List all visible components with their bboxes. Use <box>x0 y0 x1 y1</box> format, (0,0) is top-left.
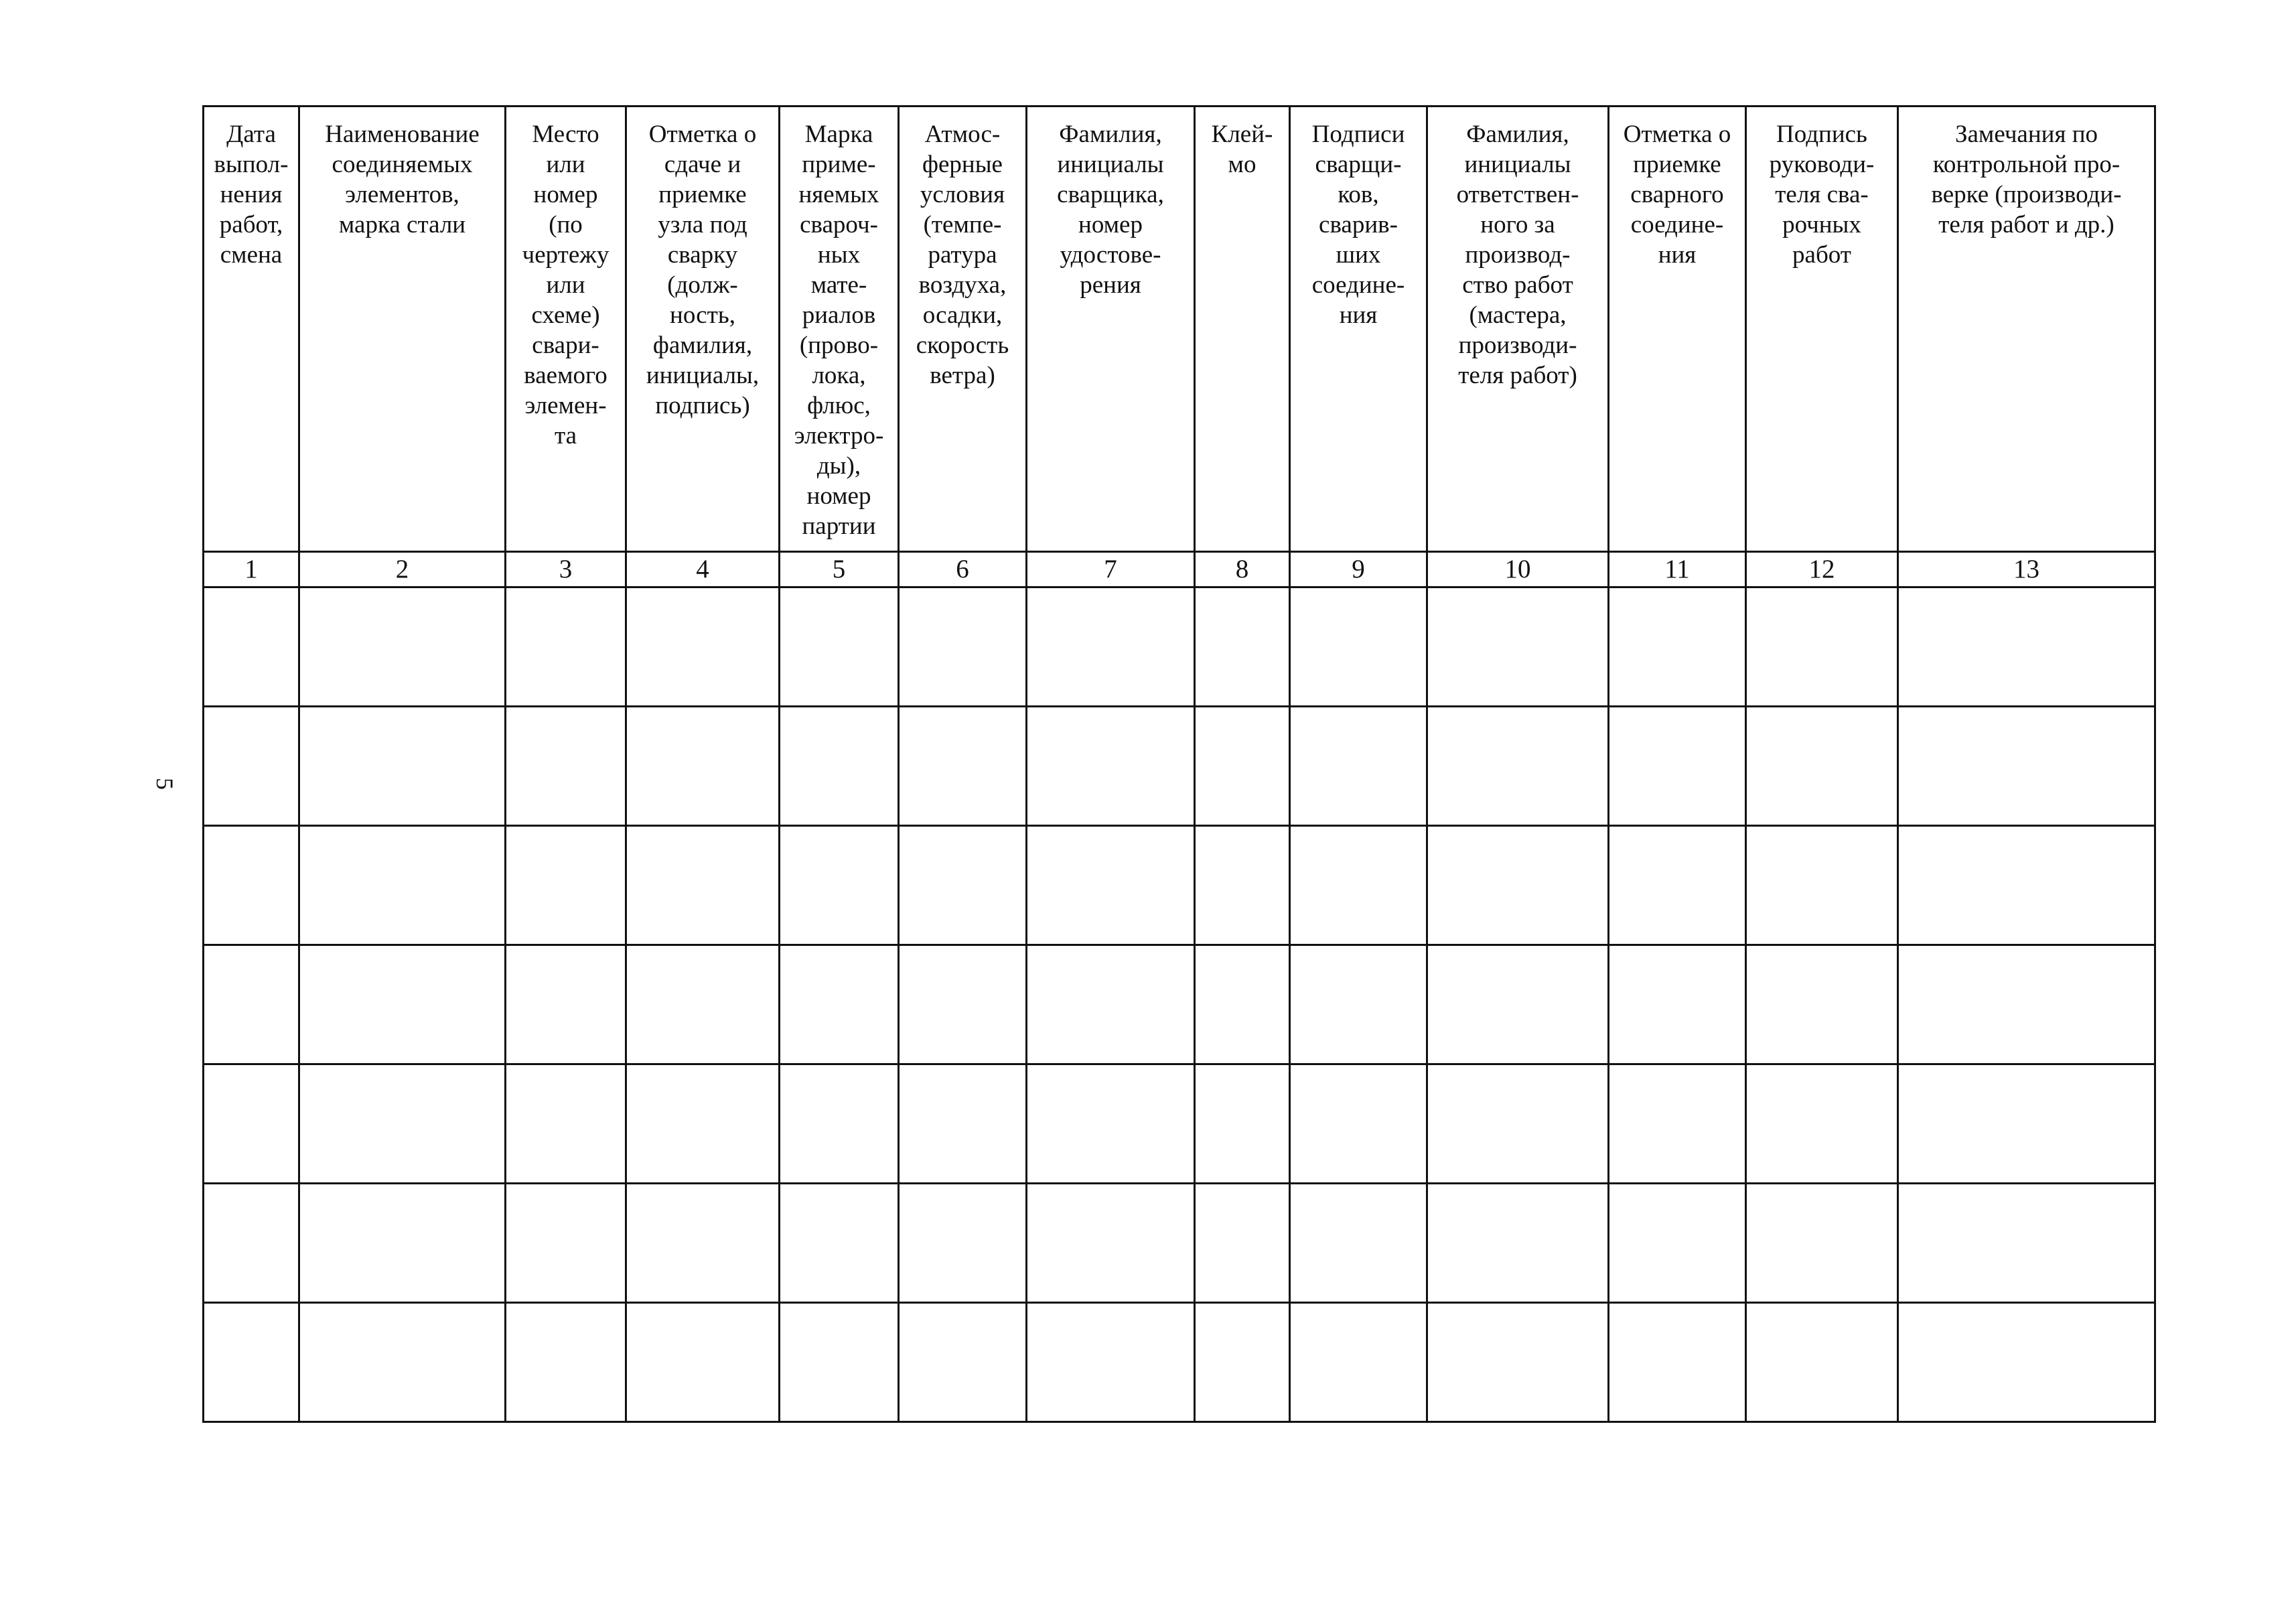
empty-cell <box>899 945 1027 1064</box>
column-number-cell: 8 <box>1195 552 1290 587</box>
empty-cell <box>780 945 899 1064</box>
empty-cell <box>626 945 780 1064</box>
empty-cell <box>204 945 299 1064</box>
empty-cell <box>1195 826 1290 945</box>
column-number-cell: 5 <box>780 552 899 587</box>
empty-cell <box>204 826 299 945</box>
empty-cell <box>1290 826 1427 945</box>
header-cell: Отметка о сдаче и приемке узла под сварку (долж- ность, фамилия, инициалы, подпись) <box>626 107 780 552</box>
header-cell: Клей- мо <box>1195 107 1290 552</box>
empty-cell <box>899 1303 1027 1422</box>
empty-cell <box>1609 1184 1746 1303</box>
table-row <box>204 587 2155 707</box>
empty-cell <box>1195 1064 1290 1184</box>
column-number-cell: 12 <box>1746 552 1898 587</box>
header-cell: Фамилия, инициалы сварщика, номер удостове- рения <box>1027 107 1195 552</box>
column-number-cell: 1 <box>204 552 299 587</box>
column-number-cell: 10 <box>1427 552 1609 587</box>
empty-cell <box>626 587 780 707</box>
empty-cell <box>626 707 780 826</box>
empty-cell <box>204 1303 299 1422</box>
empty-cell <box>626 1303 780 1422</box>
empty-cell <box>1427 1064 1609 1184</box>
empty-cell <box>1898 707 2155 826</box>
empty-cell <box>780 1184 899 1303</box>
empty-cell <box>1746 1184 1898 1303</box>
table-row <box>204 707 2155 826</box>
empty-cell <box>1609 945 1746 1064</box>
empty-cell <box>1027 826 1195 945</box>
empty-cell <box>1609 587 1746 707</box>
header-cell: Фамилия, инициалы ответствен- ного за производ- ство работ (мастера, производи- теля работ) <box>1427 107 1609 552</box>
empty-cell <box>1898 587 2155 707</box>
empty-cell <box>1609 826 1746 945</box>
empty-cell <box>506 826 626 945</box>
empty-cell <box>299 945 506 1064</box>
empty-cell <box>299 826 506 945</box>
empty-cell <box>1427 707 1609 826</box>
empty-cell <box>204 1184 299 1303</box>
empty-cell <box>299 1184 506 1303</box>
empty-cell <box>506 587 626 707</box>
empty-cell <box>1195 707 1290 826</box>
empty-cell <box>899 707 1027 826</box>
header-row <box>204 107 2155 552</box>
empty-cell <box>1746 1064 1898 1184</box>
table-row <box>204 826 2155 945</box>
empty-cell <box>506 1064 626 1184</box>
empty-cell <box>1290 945 1427 1064</box>
column-number-cell: 13 <box>1898 552 2155 587</box>
empty-cell <box>780 1303 899 1422</box>
empty-cell <box>1027 1064 1195 1184</box>
column-number-cell: 6 <box>899 552 1027 587</box>
empty-cell <box>1898 1303 2155 1422</box>
empty-cell <box>299 707 506 826</box>
empty-cell <box>1746 587 1898 707</box>
empty-cell <box>899 1184 1027 1303</box>
empty-cell <box>899 587 1027 707</box>
empty-cell <box>1195 945 1290 1064</box>
empty-cell <box>506 1303 626 1422</box>
empty-cell <box>1427 945 1609 1064</box>
empty-cell <box>506 1184 626 1303</box>
table-row <box>204 1303 2155 1422</box>
empty-cell <box>899 1064 1027 1184</box>
empty-cell <box>1898 1064 2155 1184</box>
empty-cell <box>626 826 780 945</box>
empty-cell <box>506 707 626 826</box>
empty-cell <box>1290 1303 1427 1422</box>
table-row <box>204 1064 2155 1184</box>
empty-cell <box>1195 1303 1290 1422</box>
empty-cell <box>1609 707 1746 826</box>
column-number-cell: 9 <box>1290 552 1427 587</box>
empty-cell <box>1746 826 1898 945</box>
header-cell: Дата выпол- нения работ, смена <box>204 107 299 552</box>
empty-cell <box>204 707 299 826</box>
empty-cell <box>780 1064 899 1184</box>
empty-cell <box>626 1184 780 1303</box>
header-cell: Наименование соединяемых элементов, марка стали <box>299 107 506 552</box>
empty-cell <box>1290 587 1427 707</box>
table-row <box>204 1184 2155 1303</box>
empty-cell <box>780 707 899 826</box>
table-row <box>204 945 2155 1064</box>
column-number-cell: 2 <box>299 552 506 587</box>
empty-cell <box>1746 945 1898 1064</box>
empty-cell <box>1427 1303 1609 1422</box>
column-number-cell: 7 <box>1027 552 1195 587</box>
empty-cell <box>1195 1184 1290 1303</box>
empty-cell <box>1746 707 1898 826</box>
empty-cell <box>780 587 899 707</box>
empty-cell <box>780 826 899 945</box>
empty-cell <box>1427 587 1609 707</box>
empty-cell <box>626 1064 780 1184</box>
empty-cell <box>1027 587 1195 707</box>
header-cell: Подписи сварщи- ков, сварив- ших соедине- ния <box>1290 107 1427 552</box>
header-cell: Место или номер (по чертежу или схеме) свари- ваемого элемен- та <box>506 107 626 552</box>
column-number-cell: 4 <box>626 552 780 587</box>
header-cell: Замечания по контрольной про- верке (производи- теля работ и др.) <box>1898 107 2155 552</box>
header-cell: Подпись руководи- теля сва- рочных работ <box>1746 107 1898 552</box>
empty-cell <box>299 1064 506 1184</box>
column-number-cell: 11 <box>1609 552 1746 587</box>
empty-cell <box>1027 1303 1195 1422</box>
header-cell: Марка приме- няемых свароч- ных мате- риалов (прово- лока, флюс, электро- ды), номер партии <box>780 107 899 552</box>
empty-cell <box>1898 826 2155 945</box>
empty-cell <box>1027 1184 1195 1303</box>
empty-cell <box>1898 945 2155 1064</box>
empty-cell <box>1427 826 1609 945</box>
column-number-row <box>204 552 2155 587</box>
column-number-cell: 3 <box>506 552 626 587</box>
welding-journal-table <box>202 105 2156 1423</box>
header-cell: Отметка о приемке сварного соедине- ния <box>1609 107 1746 552</box>
empty-cell <box>1898 1184 2155 1303</box>
empty-cell <box>1609 1064 1746 1184</box>
empty-cell <box>1609 1303 1746 1422</box>
empty-cell <box>204 1064 299 1184</box>
empty-cell <box>1027 945 1195 1064</box>
header-cell: Атмос- ферные условия (темпе- ратура воздуха, осадки, скорость ветра) <box>899 107 1027 552</box>
empty-cell <box>204 587 299 707</box>
empty-cell <box>1195 587 1290 707</box>
empty-cell <box>506 945 626 1064</box>
page-number: 5 <box>151 778 178 790</box>
empty-cell <box>1746 1303 1898 1422</box>
empty-cell <box>1290 707 1427 826</box>
empty-cell <box>299 1303 506 1422</box>
empty-cell <box>1290 1064 1427 1184</box>
empty-cell <box>299 587 506 707</box>
empty-cell <box>1290 1184 1427 1303</box>
empty-cell <box>899 826 1027 945</box>
empty-cell <box>1427 1184 1609 1303</box>
empty-cell <box>1027 707 1195 826</box>
